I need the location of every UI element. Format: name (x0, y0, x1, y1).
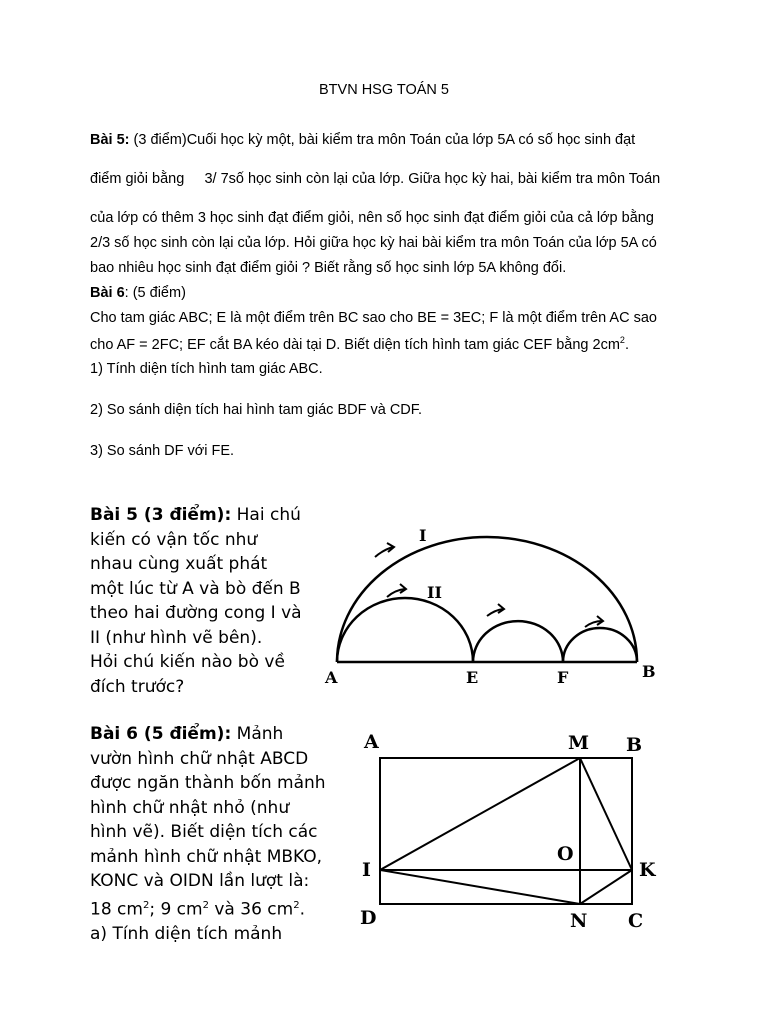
question-3: 3) So sánh DF với FE. (90, 443, 235, 459)
bai5-line3: của lớp có thêm 3 học sinh đạt điểm giỏi, nên số học sinh đạt điểm giỏi của cả lớp bằng (90, 210, 654, 226)
label-II: II (427, 583, 442, 602)
label-B: B (642, 662, 656, 681)
bai5-line2: điểm giỏi bằng 3/ 7số học sinh còn lại của lớp. Giữa học kỳ hai, bài kiểm tra môn Toán (90, 171, 661, 187)
bai6-label: Bài 6 (90, 285, 125, 301)
arrow-II-2 (487, 609, 503, 616)
bai5-line1: Bài 5: (3 điểm)Cuối học kỳ một, bài kiểm tra môn Toán của lớp 5A có số học sinh đạt (90, 132, 636, 148)
label-M: M (568, 732, 590, 754)
line-MK (580, 758, 632, 870)
bai6-garden-text: Bài 6 (5 điểm): Mảnh vườn hình chữ nhật ABCD được ngăn thành bốn mảnh hình chữ nhật nhỏ (như hình vẽ). Biết diện tích các mảnh hình chữ nhật MBKO, KONC và OIDN lần lượt là: 18 $cm^2$; 9 $cm^2$ và 36 $cm^2$. a) Tính diện tích mảnh (90, 724, 326, 944)
bai6-garden-label: Bài 6 (5 điểm): (90, 724, 232, 744)
line-IM (380, 758, 580, 870)
label-N: N (570, 910, 588, 932)
label-K: K (639, 859, 656, 881)
label-D: D (360, 907, 377, 929)
label-O: O (557, 843, 574, 865)
bai5-label: Bài 5: (90, 132, 130, 148)
label-I: I (419, 526, 427, 545)
arrow-I (375, 547, 393, 557)
bai5-line4: 2/3 số học sinh còn lại của lớp. Hỏi giữa học kỳ hai bài kiểm tra môn Toán của lớp 5A có (90, 235, 657, 251)
label-F: F (557, 668, 569, 687)
rect-ABCD (380, 758, 632, 904)
curve-II-arc1 (337, 598, 473, 662)
label-A: A (325, 668, 338, 687)
curve-I (337, 537, 637, 662)
rectangle-figure (350, 722, 670, 937)
bai5-ants-label: Bài 5 (3 điểm): (90, 505, 232, 525)
curve-II-arc2 (473, 621, 563, 662)
question-2: 2) So sánh diện tích hai hình tam giác BDF và CDF. (90, 402, 423, 418)
semicircle-figure (315, 520, 665, 695)
label-E: E (466, 668, 479, 687)
label-I2: I (362, 859, 371, 881)
bai6-line1: Cho tam giác ABC; E là một điểm trên BC sao cho BE = 3EC; F là một điểm trên AC sao (90, 310, 657, 326)
arrow-II-1 (387, 589, 405, 597)
line-NI (380, 870, 580, 904)
label-C: C (628, 910, 644, 932)
page-title: BTVN HSG TOÁN 5 (319, 82, 449, 98)
label-A2: A (364, 731, 379, 753)
line-KN (580, 870, 632, 904)
bai5-line5: bao nhiêu học sinh đạt điểm giỏi ? Biết rằng số học sinh lớp 5A không đổi. (90, 260, 567, 276)
question-1: 1) Tính diện tích hình tam giác ABC. (90, 361, 323, 377)
bai6-line2: cho AF = 2FC; EF cắt BA kéo dài tại D. Biết diện tích hình tam giác CEF bằng $2cm^2$. (90, 335, 629, 353)
label-B2: B (626, 734, 643, 756)
bai5-ants-text: Bài 5 (3 điểm): Hai chú kiến có vận tốc như nhau cùng xuất phát một lúc từ A và bò đến B theo hai đường cong I và II (như hình vẽ bên). Hỏi chú kiến nào bò về đích trước? (90, 505, 302, 697)
curve-II-arc3 (563, 628, 637, 662)
bai6-heading: Bài 6: (5 điểm) (90, 285, 186, 301)
